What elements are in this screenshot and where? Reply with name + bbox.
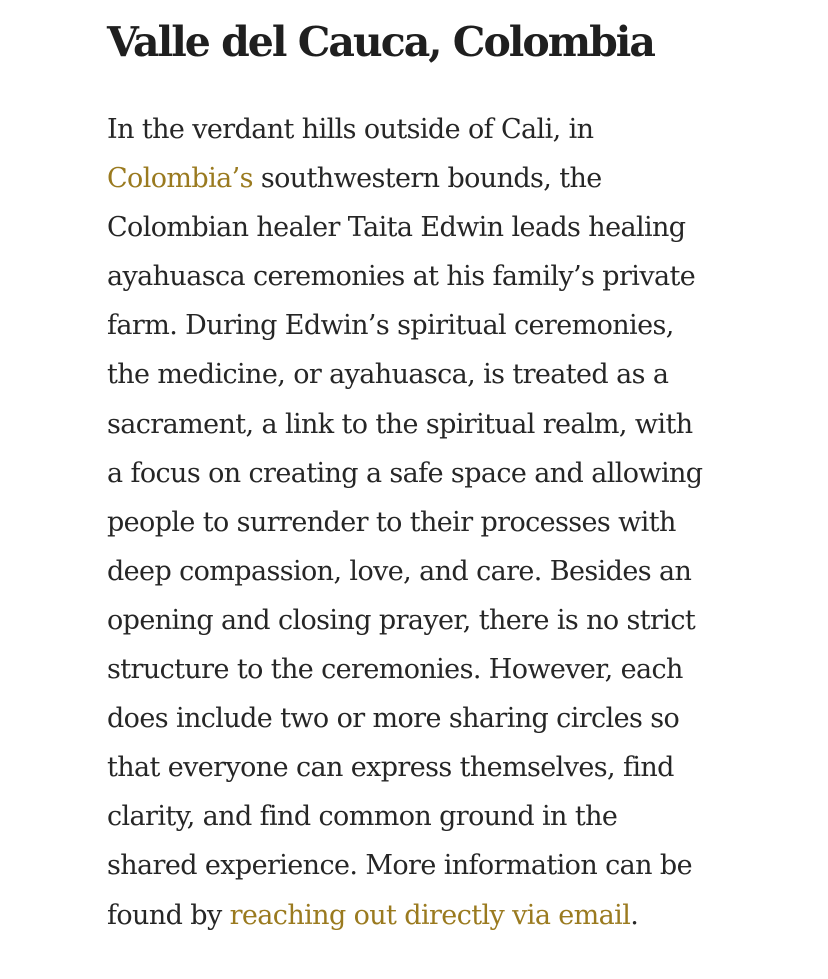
paragraph-line [107, 792, 747, 841]
paragraph-text: shared experience. More information can be [107, 850, 692, 882]
paragraph-text: the medicine, or ayahuasca, is treated as a [107, 359, 669, 391]
paragraph-line [107, 498, 747, 547]
paragraph-text: that everyone can express themselves, find [107, 752, 674, 784]
paragraph-text: In the verdant hills outside of Cali, in [107, 114, 594, 145]
paragraph-line [107, 449, 747, 498]
article-paragraph [107, 105, 747, 940]
paragraph-text: deep compassion, love, and care. Besides an [107, 555, 692, 587]
section-heading: Valle del Cauca, Colombia [107, 18, 654, 66]
paragraph-text: clarity, and find common ground in the [107, 801, 618, 833]
paragraph-line [107, 252, 747, 301]
paragraph-text: . [630, 899, 639, 931]
paragraph-text: farm. During Edwin’s spiritual ceremonies, [107, 310, 674, 342]
paragraph-text: sacrament, a link to the spiritual realm, with [107, 408, 693, 440]
paragraph-text: does include two or more sharing circles so [107, 703, 680, 735]
paragraph-line [107, 743, 747, 792]
paragraph-text: structure to the ceremonies. However, each [107, 654, 683, 686]
email-contact-link[interactable]: reaching out directly via email [229, 899, 631, 931]
paragraph-line [107, 203, 747, 252]
paragraph-line [107, 645, 747, 694]
paragraph-text: southwestern bounds, the [252, 163, 602, 195]
paragraph-line [107, 547, 747, 596]
paragraph-text: Colombian healer Taita Edwin leads healing [107, 212, 686, 244]
paragraph-line [107, 301, 747, 350]
paragraph-line [107, 105, 747, 154]
paragraph-text: opening and closing prayer, there is no strict [107, 604, 696, 636]
paragraph-text: ayahuasca ceremonies at his family’s private [107, 261, 696, 293]
paragraph-line [107, 400, 747, 449]
paragraph-line [107, 154, 747, 203]
paragraph-line [107, 694, 747, 743]
colombia-link[interactable]: Colombia’s [107, 163, 253, 195]
paragraph-text: found by [107, 899, 230, 931]
article [107, 14, 747, 940]
paragraph-text: people to surrender to their processes with [107, 506, 676, 538]
paragraph-line [107, 596, 747, 645]
paragraph-text: a focus on creating a safe space and allowing [107, 457, 703, 489]
paragraph-line [107, 841, 747, 890]
paragraph-line [107, 891, 747, 940]
paragraph-line [107, 350, 747, 399]
